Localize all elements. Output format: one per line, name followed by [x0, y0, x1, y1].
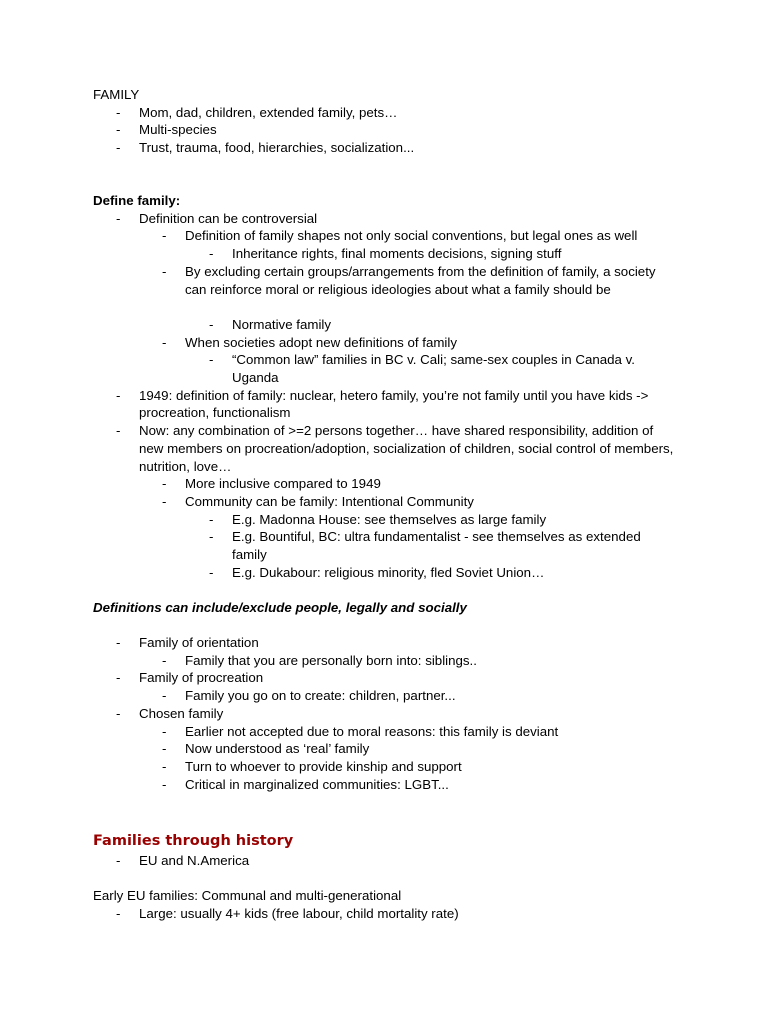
bullet-dash: -	[116, 905, 121, 921]
list-item: - “Common law” families in BC v. Cali; same-sex couples in Canada v. Uganda	[209, 352, 635, 385]
list-item: - Earlier not accepted due to moral reasons: this family is deviant	[162, 723, 559, 739]
list-item: - Critical in marginalized communities: LGBT...	[162, 776, 449, 792]
paragraph-early-eu: Early EU families: Communal and multi-generational	[93, 888, 402, 903]
list-item: - E.g. Bountiful, BC: ultra fundamentalist - see themselves as extended family	[209, 529, 641, 562]
list-item: - Now understood as ‘real’ family	[162, 741, 370, 757]
bullet-dash: -	[162, 652, 167, 668]
list-item: - Chosen family	[116, 705, 224, 721]
bullet-dash: -	[162, 723, 167, 739]
bullet-dash: -	[162, 334, 167, 350]
list-item: - Family you go on to create: children, partner...	[162, 688, 456, 704]
bullet-dash: -	[162, 263, 167, 279]
bullet-dash: -	[209, 316, 214, 332]
list-item: - Multi-species	[116, 122, 217, 138]
list-item: - Definition can be controversial	[116, 210, 318, 226]
bullet-dash: -	[116, 210, 121, 226]
list-item: - Turn to whoever to provide kinship and support	[162, 758, 462, 774]
list-item: - More inclusive compared to 1949	[162, 476, 381, 492]
list-item: - E.g. Madonna House: see themselves as large family	[209, 511, 547, 527]
bullet-dash: -	[116, 423, 121, 439]
bullet-dash: -	[162, 688, 167, 704]
bullet-dash: -	[116, 140, 121, 156]
bullet-dash: -	[209, 511, 214, 527]
bullet-dash: -	[209, 352, 214, 368]
list-item: - Mom, dad, children, extended family, pets…	[116, 104, 398, 120]
list-item: - EU and N.America	[116, 853, 250, 868]
list-item: - Now: any combination of >=2 persons together… have shared responsibility, addition of new members on procreation/adoption, socialization of children, social control of members, nutrition, love…	[116, 423, 674, 474]
section-title-family: FAMILY	[93, 87, 140, 102]
bullet-dash: -	[116, 670, 121, 686]
bullet-dash: -	[162, 476, 167, 492]
list-item: - Definition of family shapes not only social conventions, but legal ones as well	[162, 228, 638, 244]
bullet-dash: -	[116, 705, 121, 721]
bullet-dash: -	[209, 564, 214, 580]
list-item: - Normative family	[209, 316, 332, 332]
heading-define-family: Define family:	[93, 193, 181, 208]
bullet-dash: -	[116, 635, 121, 650]
bullet-dash: -	[209, 246, 214, 262]
heading-definitions: Definitions can include/exclude people, legally and socially	[93, 600, 467, 615]
list-item: - By excluding certain groups/arrangements from the definition of family, a society can reinforce moral or religious ideologies about what a family should be	[162, 263, 656, 297]
heading-families-history: Families through history	[93, 833, 294, 849]
list-item: - Community can be family: Intentional Community	[162, 493, 474, 509]
list-item: - Family that you are personally born into: siblings..	[162, 652, 477, 668]
list-item: - 1949: definition of family: nuclear, hetero family, you’re not family until you have kids -> procreation, functionalism	[116, 387, 649, 421]
bullet-dash: -	[162, 758, 167, 774]
list-item: - Family of orientation	[116, 635, 259, 650]
bullet-dash: -	[209, 529, 214, 545]
list-item: - Family of procreation	[116, 670, 264, 686]
bullet-dash: -	[116, 853, 121, 868]
list-item: - Large: usually 4+ kids (free labour, child mortality rate)	[116, 905, 459, 921]
bullet-dash: -	[116, 387, 121, 403]
bullet-dash: -	[116, 122, 121, 138]
list-item: - Trust, trauma, food, hierarchies, socialization...	[116, 140, 415, 156]
bullet-dash: -	[162, 776, 167, 792]
bullet-dash: -	[116, 104, 121, 120]
bullet-dash: -	[162, 228, 167, 244]
bullet-dash: -	[162, 741, 167, 757]
list-item: - E.g. Dukabour: religious minority, fled Soviet Union…	[209, 564, 545, 580]
bullet-dash: -	[162, 493, 167, 509]
list-item: - Inheritance rights, final moments decisions, signing stuff	[209, 246, 562, 262]
list-item: - When societies adopt new definitions of family	[162, 334, 457, 350]
